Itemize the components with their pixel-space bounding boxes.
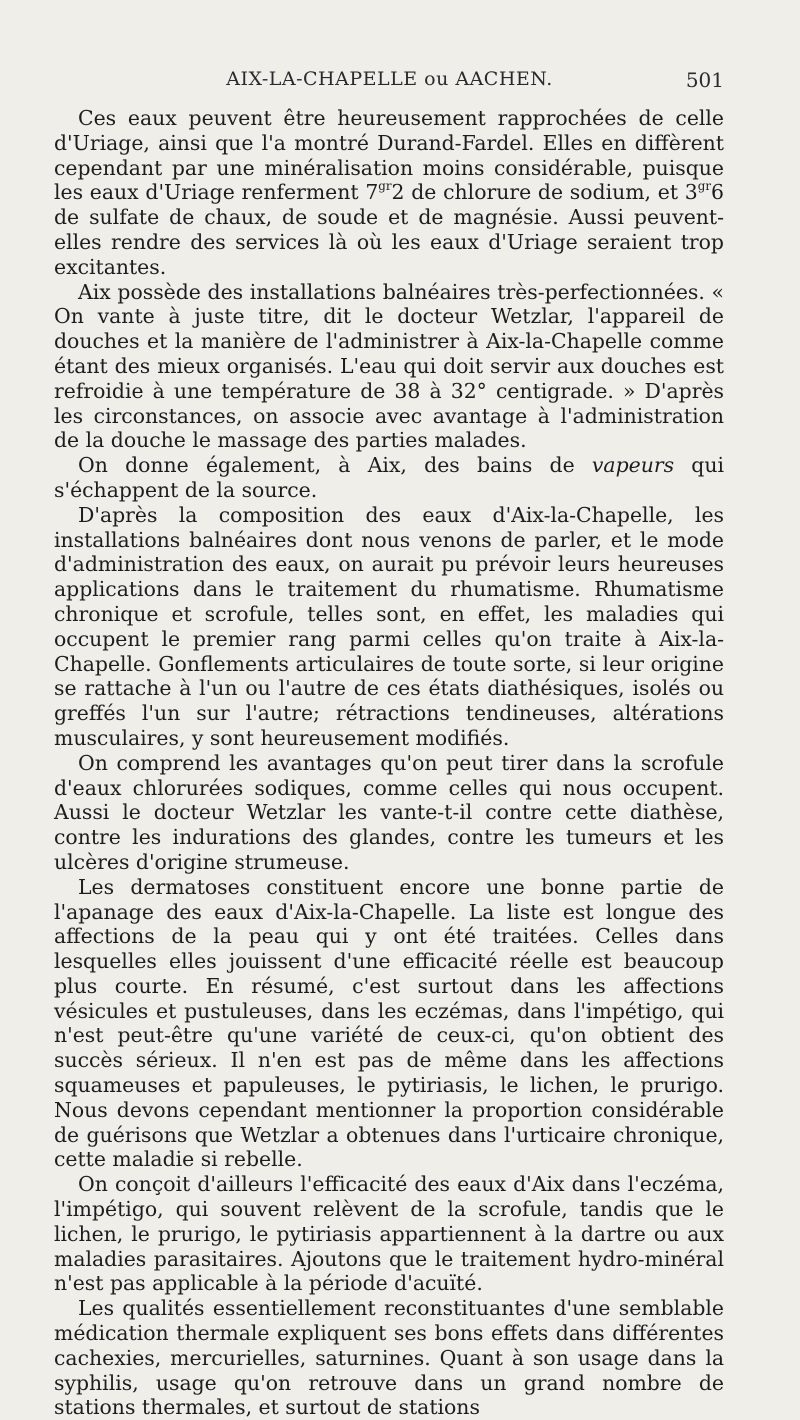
unit-superscript: gr: [378, 178, 392, 193]
paragraph-scrofula: On comprend les avantages qu'on peut tirer dans la scrofule d'eaux chlorurées sodiques, comme celles qui nous occupent. Aussi le docteur Wetzlar les vante-t-il contre cette diathèse, contre les indurations des glandes, contre les tumeurs et les ulcères d'origine strumeuse.: [54, 750, 724, 874]
paragraph-cachexies: Les qualités essentiellement reconstituantes d'une semblable médication thermale expliquent ses bons effets dans différentes cachexies, mercurielles, saturnines. Quant à son usage dans la syphilis, usage qu'on retrouve dans un grand nombre de stations thermales, et surtout de stations: [54, 1296, 724, 1420]
paragraph-dermatoses: Les dermatoses constituent encore une bonne partie de l'apanage des eaux d'Aix-la-Chapelle. La liste est longue des affections de la peau qui y ont été traitées. Celles dans lesquelles elles jouissent d'une efficacité réelle est beaucoup plus courte. En résumé, c'est surtout dans les affections vésicules et pustuleuses, dans les eczémas, dans l'impétigo, qui n'est peut-être qu'une variété de ceux-ci, qu'on obtient des succès sérieux. Il n'en est pas de même dans les affections squameuses et papuleuses, le pytiriasis, le lichen, le prurigo. Nous devons cependant mentionner la proportion considérable de guérisons que Wetzlar a obtenues dans l'urticaire chronique, cette maladie si rebelle.: [54, 874, 724, 1172]
paragraph-uriage-comparison: [54, 106, 724, 280]
body-text: [54, 106, 724, 1420]
paragraph-text: 6 de sulfate de chaux, de soude et de magnésie. Aussi peuvent-elles rendre des services là où les eaux d'Uriage seraient trop excitantes.: [54, 180, 724, 279]
page-number: 501: [685, 68, 724, 92]
paragraph-text: On donne également, à Aix, des bains de: [78, 453, 592, 478]
running-header: [55, 68, 724, 98]
paragraph-text: Ces eaux peuvent être heureusement rapprochées de celle d'Uriage, ainsi que l'a montré Durand-Fardel. Elles en diffèrent cependant par une minéralisation moins considérable, puisque les eaux d'Uriage renferment 7: [54, 106, 724, 205]
paragraph-installations: Aix possède des installations balnéaires très-perfectionnées. « On vante à juste titre, dit le docteur Wetzlar, l'appareil de douches et la manière de l'administrer à Aix-la-Chapelle comme étant des mieux organisés. L'eau qui doit servir aux douches est refroidie à une température de 38 à 32° centigrade. » D'après les circonstances, on associe avec avantage à l'administration de la douche le massage des parties malades.: [54, 279, 724, 453]
italic-term: vapeurs: [591, 453, 675, 478]
paragraph-eczema: On conçoit d'ailleurs l'efficacité des eaux d'Aix dans l'eczéma, l'impétigo, qui souvent relèvent de la scrofule, tandis que le lichen, le prurigo, le pytiriasis appartiennent à la dartre ou aux maladies parasitaires. Ajoutons que le traitement hydro-minéral n'est pas applicable à la période d'acuïté.: [54, 1172, 724, 1296]
paragraph-text: 2 de chlorure de sodium, et 3: [391, 180, 698, 205]
running-title: AIX-LA-CHAPELLE ou AACHEN.: [226, 68, 553, 90]
paragraph-text: qui s'échappent de la source.: [54, 453, 724, 502]
paragraph-rheumatism: D'après la composition des eaux d'Aix-la-Chapelle, les installations balnéaires dont nous venons de parler, et le mode d'administration des eaux, on aurait pu prévoir leurs heureuses applications dans le traitement du rhumatisme. Rhumatisme chronique et scrofule, telles sont, en effet, les maladies qui occupent le premier rang parmi celles qu'on traite à Aix-la-Chapelle. Gonflements articulaires de toute sorte, si leur origine se rattache à l'un ou l'autre de ces états diathésiques, isolés ou greffés l'un sur l'autre; rétractions tendineuses, altérations musculaires, y sont heureusement modifiés.: [54, 502, 724, 750]
unit-superscript: gr: [697, 178, 712, 193]
paragraph-vapor-baths: [54, 453, 724, 503]
